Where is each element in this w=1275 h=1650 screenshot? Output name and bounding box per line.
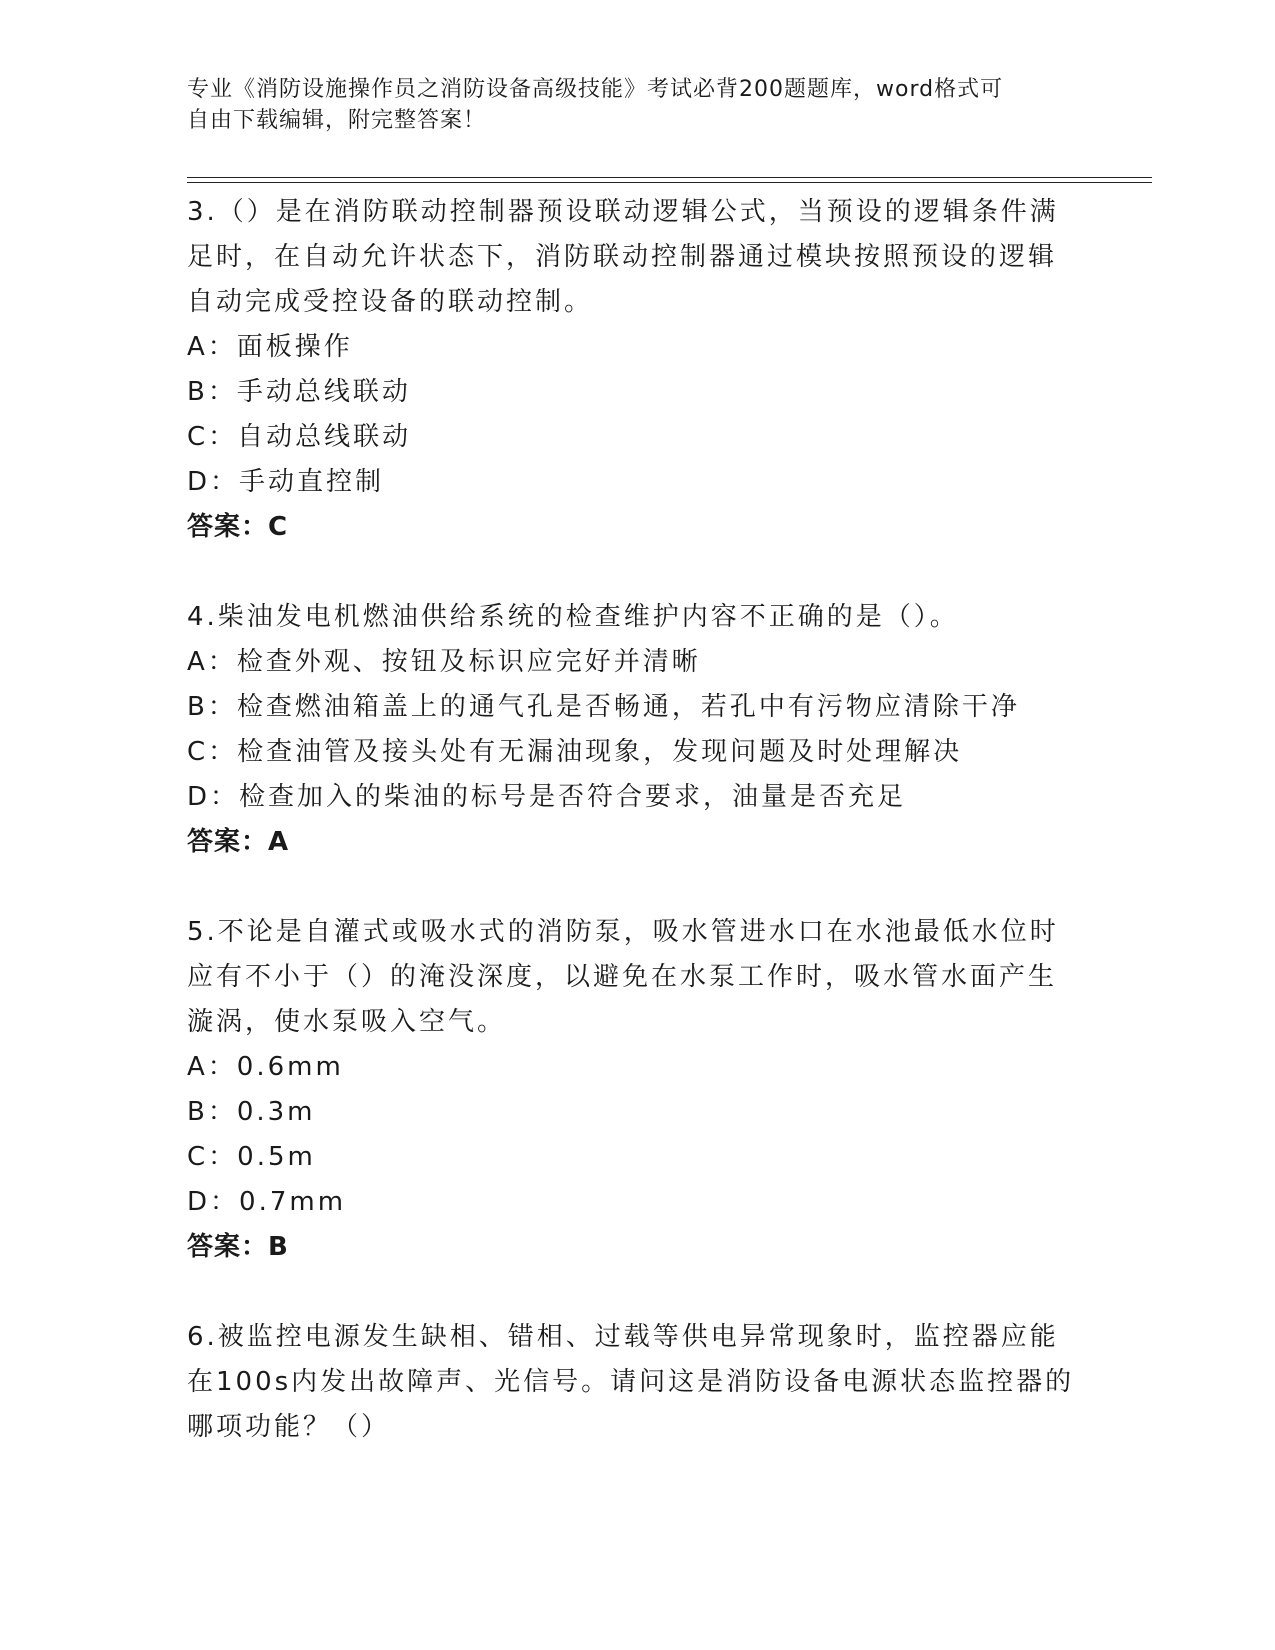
spacer (187, 550, 1087, 595)
question-4 (187, 595, 1087, 865)
question-5-option-d: D：0.7mm (187, 1187, 347, 1217)
question-6 (187, 1315, 1087, 1450)
question-3-option-d: D：手动直控制 (187, 467, 385, 497)
question-4-option-d: D：检查加入的柴油的标号是否符合要求，油量是否充足 (187, 782, 907, 812)
question-6-line-2: 在100s内发出故障声、光信号。请问这是消防设备电源状态监控器的 (187, 1367, 1075, 1397)
question-4-option-a: A：检查外观、按钮及标识应完好并清晰 (187, 647, 701, 677)
question-3-answer: 答案：C (187, 512, 289, 542)
question-5-line-3: 漩涡，使水泵吸入空气。 (187, 1007, 507, 1037)
header-line-2: 自由下载编辑，附完整答案！ (187, 108, 487, 133)
header-line-1: 专业《消防设施操作员之消防设备高级技能》考试必背200题题库，word格式可 (187, 77, 1004, 102)
header-divider-bottom (187, 182, 1152, 183)
question-list (187, 190, 1087, 1450)
question-4-answer: 答案：A (187, 827, 290, 857)
question-3-line-2: 足时，在自动允许状态下，消防联动控制器通过模块按照预设的逻辑 (187, 242, 1058, 272)
question-3 (187, 190, 1087, 550)
header-divider-top (187, 177, 1152, 178)
question-5-line-1: 5.不论是自灌式或吸水式的消防泵，吸水管进水口在水池最低水位时 (187, 917, 1059, 947)
question-3-option-c: C：自动总线联动 (187, 422, 412, 452)
question-5-answer: 答案：B (187, 1232, 289, 1262)
question-5 (187, 910, 1087, 1270)
question-4-option-c: C：检查油管及接头处有无漏油现象，发现问题及时处理解决 (187, 737, 963, 767)
question-5-option-a: A：0.6mm (187, 1052, 344, 1082)
question-6-line-1: 6.被监控电源发生缺相、错相、过载等供电异常现象时，监控器应能 (187, 1322, 1059, 1352)
question-6-line-3: 哪项功能？（） (187, 1412, 391, 1442)
question-3-option-a: A：面板操作 (187, 332, 353, 362)
question-5-line-2: 应有不小于（）的淹没深度，以避免在水泵工作时，吸水管水面产生 (187, 962, 1058, 992)
question-4-line-1: 4.柴油发电机燃油供给系统的检查维护内容不正确的是（）。 (187, 602, 959, 632)
question-3-line-1: 3.（）是在消防联动控制器预设联动逻辑公式，当预设的逻辑条件满 (187, 197, 1059, 227)
document-header (187, 74, 1067, 136)
question-4-option-b: B：检查燃油箱盖上的通气孔是否畅通，若孔中有污物应清除干净 (187, 692, 1020, 722)
question-5-option-c: C：0.5m (187, 1142, 316, 1172)
question-3-line-3: 自动完成受控设备的联动控制。 (187, 287, 594, 317)
spacer (187, 1270, 1087, 1315)
question-5-option-b: B：0.3m (187, 1097, 316, 1127)
spacer (187, 865, 1087, 910)
question-3-option-b: B：手动总线联动 (187, 377, 411, 407)
